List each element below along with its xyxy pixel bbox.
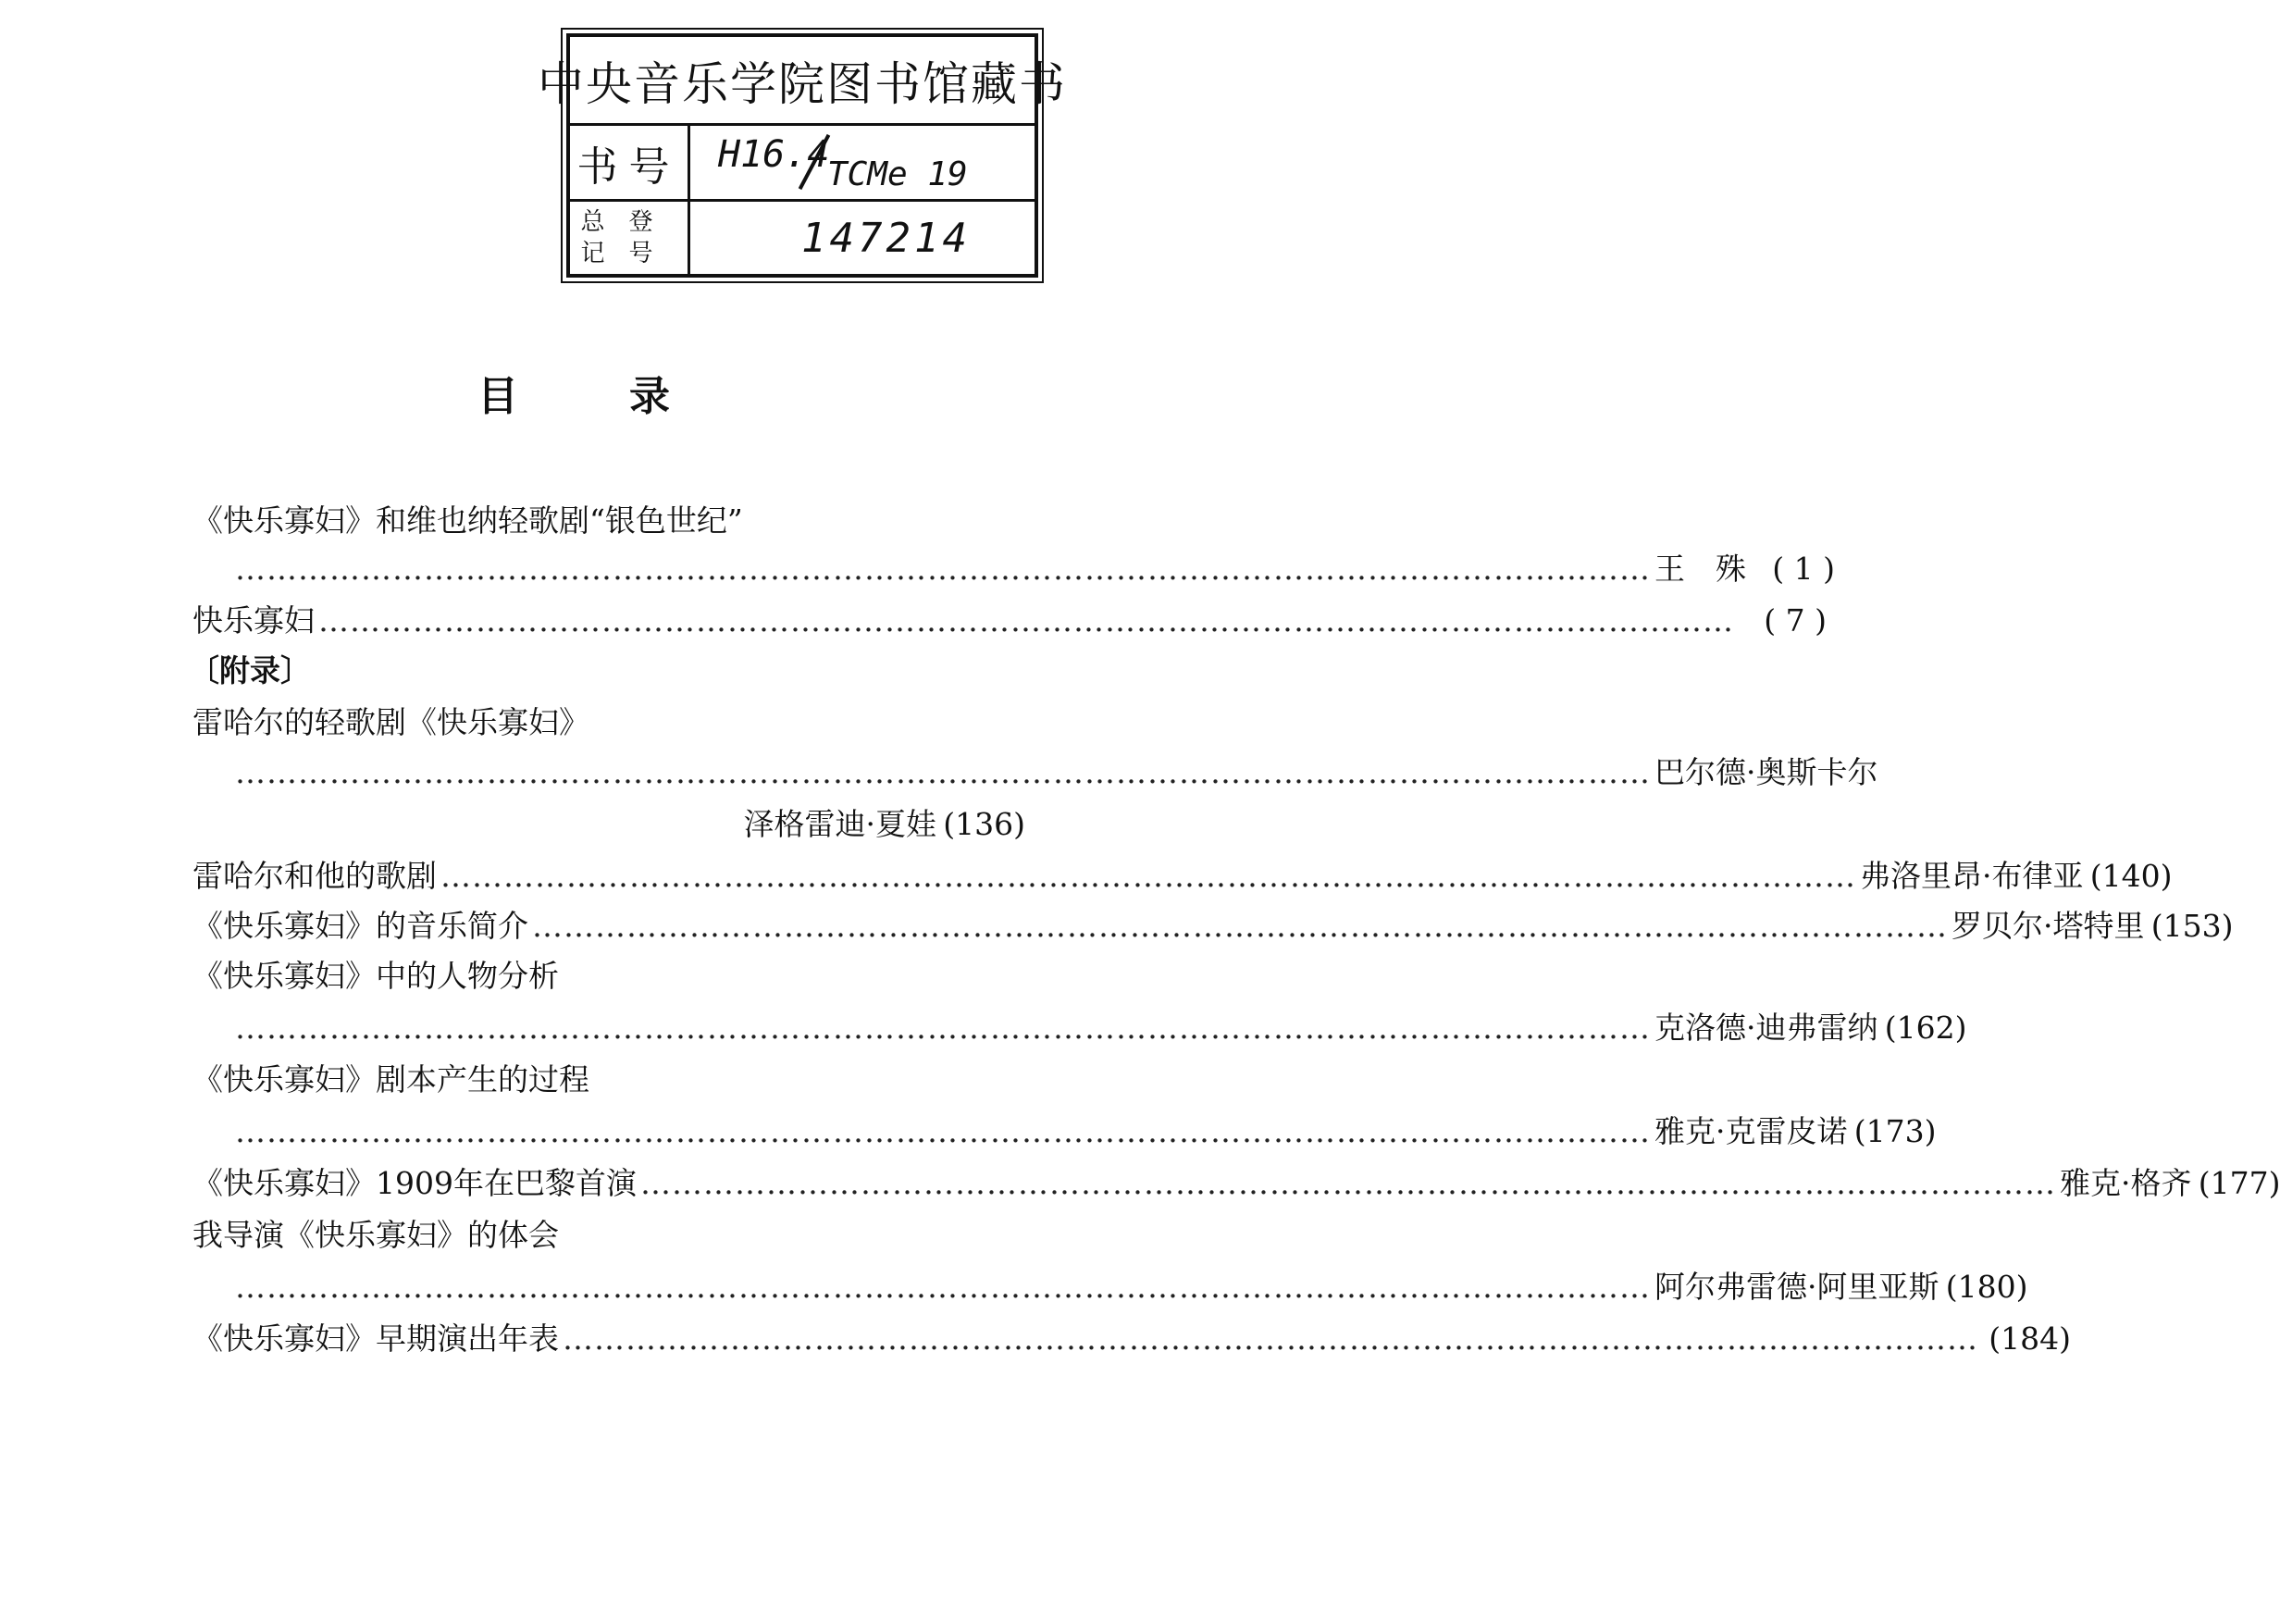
entry-author: 巴尔德·奥斯卡尔: [1654, 754, 1878, 790]
entry-page: (177): [2198, 1165, 2280, 1201]
entry-text: 雷哈尔的轻歌剧《快乐寡妇》: [192, 704, 589, 740]
toc-entry-6-author: [231, 1005, 1967, 1051]
entry-page: (180): [1945, 1269, 2028, 1305]
toc-entry-10: [192, 1316, 2071, 1362]
toc-appendix-heading: [189, 648, 466, 694]
toc-entry-6-title: [192, 953, 1025, 999]
stamp-callno-label: 书号: [570, 126, 690, 199]
toc-entry-1-title: [192, 498, 1025, 544]
entry-author: 王 殊: [1654, 551, 1746, 587]
callno-line1: H16.4: [718, 133, 830, 176]
toc-entry-9-author: [231, 1264, 2028, 1310]
toc-entry-7-title: [192, 1057, 1025, 1103]
entry-text: 《快乐寡妇》中的人物分析: [192, 958, 559, 994]
toc-entry-8: [192, 1160, 2280, 1207]
entry-text: 《快乐寡妇》1909年在巴黎首演: [192, 1165, 637, 1201]
toc-entry-5: [192, 903, 2234, 949]
callno-line2: TCMe 19: [827, 155, 968, 193]
dot-leader: ………………………………………………………………………………………………………………………: [235, 1113, 1651, 1149]
toc-title: 目录: [477, 373, 781, 420]
entry-page: ( 7 ): [1764, 602, 1827, 638]
dot-leader: ………………………………………………………………………………………………………………………: [235, 754, 1651, 790]
toc-entry-3-title: [192, 700, 1025, 746]
entry-text: 雷哈尔和他的歌剧: [192, 858, 437, 894]
dot-leader: ………………………………………………………………………………………………………………………: [318, 602, 1734, 638]
entry-page: (140): [2089, 858, 2173, 894]
stamp-reg-label-1: 总登: [580, 208, 677, 236]
reg-number: 147214: [801, 215, 971, 262]
entry-author: 克洛德·迪弗雷纳: [1654, 1010, 1878, 1046]
entry-author: 罗贝尔·塔特里: [1952, 908, 2145, 944]
toc-entry-3-author-2: [638, 801, 1025, 848]
dot-leader: ………………………………………………………………………………………………………………………: [235, 551, 1651, 587]
entry-page: (173): [1853, 1113, 1937, 1149]
entry-page: (136): [943, 806, 1025, 842]
toc-entry-2: [192, 598, 1827, 644]
toc-entry-4: [192, 853, 2173, 899]
dot-leader: ………………………………………………………………………………………………………………………: [563, 1320, 1978, 1357]
entry-text: 《快乐寡妇》剧本产生的过程: [192, 1061, 589, 1097]
entry-text: 《快乐寡妇》的音乐简介: [192, 908, 528, 944]
entry-text: 《快乐寡妇》和维也纳轻歌剧“银色世纪”: [192, 502, 743, 539]
entry-author: 弗洛里昂·布律亚: [1860, 858, 2084, 894]
entry-text: 我导演《快乐寡妇》的体会: [192, 1217, 559, 1253]
entry-text: 《快乐寡妇》早期演出年表: [192, 1320, 559, 1357]
toc-entry-9-title: [192, 1212, 1025, 1258]
stamp-reg-label-2: 记号: [580, 240, 677, 267]
toc-entry-7-author: [231, 1109, 1937, 1155]
dot-leader: ………………………………………………………………………………………………………………………: [440, 858, 1856, 894]
entry-author: 雅克·克雷皮诺: [1654, 1113, 1848, 1149]
entry-page: (184): [1989, 1320, 2071, 1357]
dot-leader: ………………………………………………………………………………………………………………………: [639, 1165, 2056, 1201]
entry-page: (153): [2150, 908, 2234, 944]
entry-text: 快乐寡妇: [192, 602, 315, 638]
entry-page: (162): [1884, 1010, 1967, 1046]
entry-author: 雅克·格齐: [2059, 1165, 2192, 1201]
entry-author: 泽格雷迪·夏娃: [743, 806, 936, 842]
entry-page: ( 1 ): [1772, 551, 1835, 587]
stamp-library-name: 中央音乐学院图书馆藏书: [570, 37, 1035, 126]
appendix-label: 〔附录〕: [189, 652, 311, 688]
toc-entry-3-author-1: [231, 750, 1878, 796]
dot-leader: ………………………………………………………………………………………………………………………: [532, 908, 1948, 944]
toc-entry-1-author: [231, 546, 1835, 592]
entry-author: 阿尔弗雷德·阿里亚斯: [1654, 1269, 1939, 1305]
dot-leader: ………………………………………………………………………………………………………………………: [235, 1269, 1651, 1305]
dot-leader: ………………………………………………………………………………………………………………………: [235, 1010, 1651, 1046]
